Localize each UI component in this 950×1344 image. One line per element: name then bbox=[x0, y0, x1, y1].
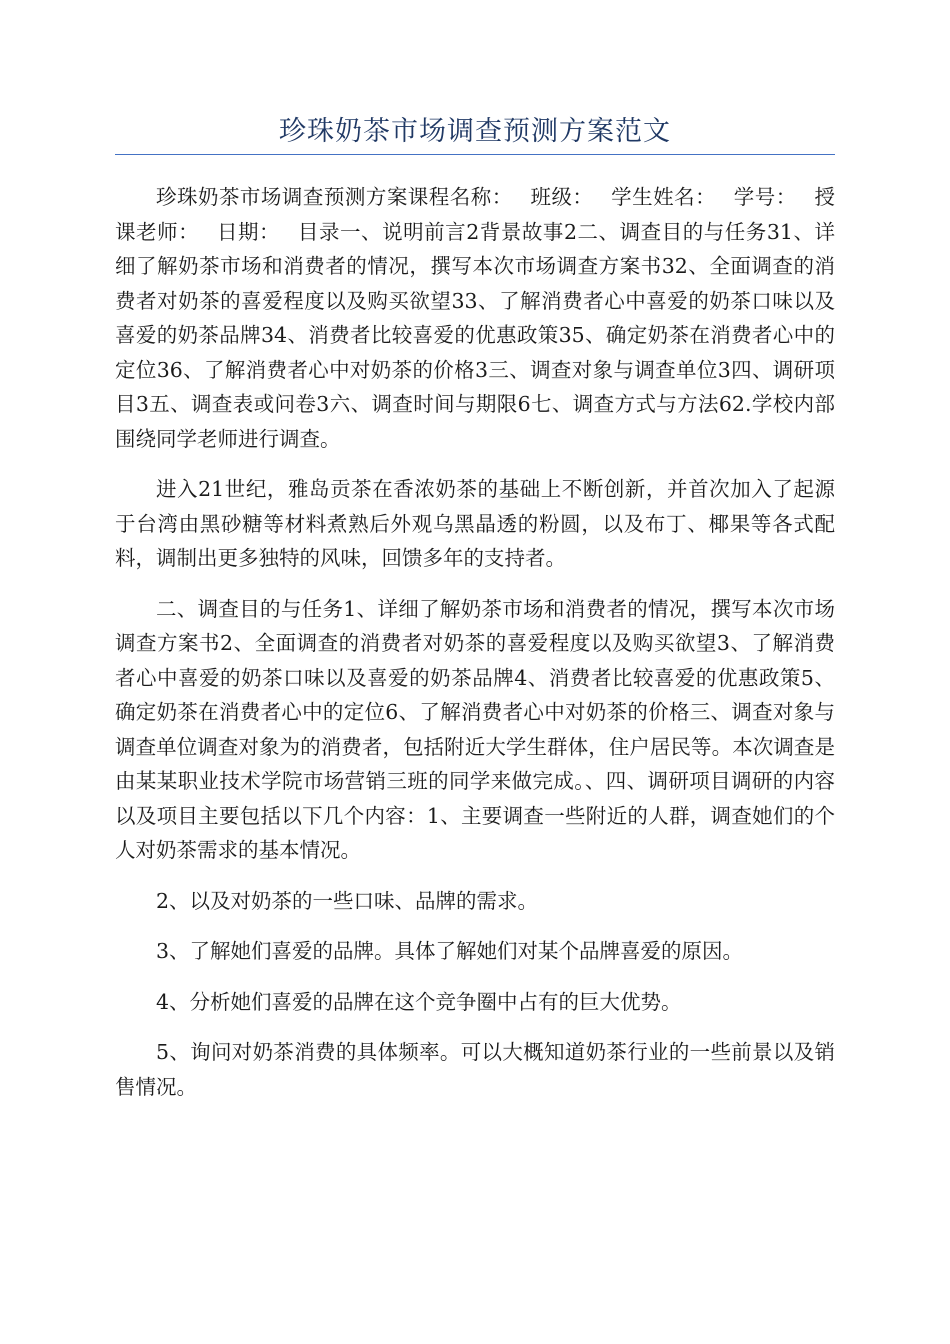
paragraph-item-3: 3、了解她们喜爱的品牌。具体了解她们对某个品牌喜爱的原因。 bbox=[156, 939, 744, 963]
paragraph-objectives: 二、调查目的与任务1、详细了解奶茶市场和消费者的情况，撰写本次市场调查方案书2、全面调查的消费者对奶茶的喜爱程度以及购买欲望3、了解消费者心中喜爱的奶茶口味以及喜爱的奶茶品牌4、消费者比较喜爱的优惠政策5、确定奶茶在消费者心中的定位6、了解消费者心中对奶茶的价格三、调查对象与调查单位调查对象为的消费者，包括附近大学生群体，住户居民等。本次调查是由某某职业技术学院市场营销三班的同学来做完成。、四、调研项目调研的内容以及项目主要包括以下几个内容：1、主要调查一些附近的人群，调查她们的个人对奶茶需求的基本情况。 bbox=[115, 596, 835, 862]
title-underline bbox=[115, 154, 835, 155]
paragraph-item-2: 2、以及对奶茶的一些口味、品牌的需求。 bbox=[156, 888, 539, 913]
paragraph-item-4: 4、分析她们喜爱的品牌在这个竞争圈中占有的巨大优势。 bbox=[156, 989, 682, 1014]
paragraph-background: 进入21世纪，雅岛贡茶在香浓奶茶的基础上不断创新，并首次加入了起源于台湾由黑砂糖等材料煮熟后外观乌黑晶透的粉圆，以及布丁、椰果等各式配料，调制出更多独特的风味，回馈多年的支持者。 bbox=[115, 477, 835, 570]
document-title: 珍珠奶茶市场调查预测方案范文 bbox=[279, 116, 671, 147]
paragraph-item-5: 5、询问对奶茶消费的具体频率。可以大概知道奶茶行业的一些前景以及销售情况。 bbox=[115, 1040, 835, 1099]
paragraph-intro: 珍珠奶茶市场调查预测方案课程名称： 班级： 学生姓名： 学号： 授课老师： 日期： 目录一、说明前言2背景故事2二、调查目的与任务31、详细了解奶茶市场和消费者的情况，撰写本次市场调查方案书32、全面调查的消费者对奶茶的喜爱程度以及购买欲望33、了解消费者心中喜爱的奶茶口味以及喜爱的奶茶品牌34、消费者比较喜爱的优惠政策35、确定奶茶在消费者心中的定位36、了解消费者心中对奶茶的价格3三、调查对象与调查单位3四、调研项目3五、调查表或问卷3六、调查时间与期限6七、调查方式与方法62.学校内部围绕同学老师进行调查。 bbox=[115, 185, 835, 451]
document-body bbox=[115, 180, 835, 1120]
